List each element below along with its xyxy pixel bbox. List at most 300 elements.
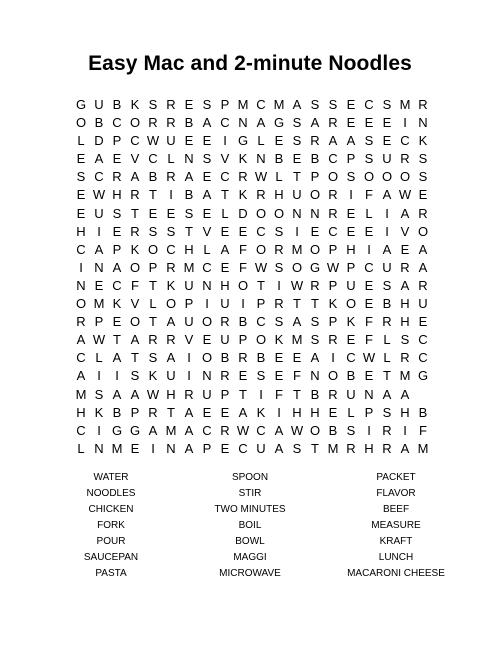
grid-letter: O [327,169,339,185]
grid-letter: O [255,205,267,221]
grid-letter: O [291,259,303,275]
grid-letter: E [382,133,392,149]
grid-letter: A [184,169,194,185]
word-list-item: SAUCEPAN [83,552,139,563]
grid-row [72,367,432,385]
grid-letter: K [274,332,284,348]
grid-letter: V [184,332,194,348]
grid-letter: I [97,422,101,438]
grid-letter: C [76,422,86,438]
word-list-row [0,550,500,566]
grid-letter: H [76,404,86,420]
grid-letter: E [310,223,320,239]
grid-letter: S [292,440,302,456]
grid-letter: U [382,259,392,275]
grid-letter: S [346,169,356,185]
grid-letter: O [345,296,357,312]
grid-letter: G [129,422,141,438]
grid-letter: S [292,115,302,131]
grid-letter: N [238,115,248,131]
grid-letter: I [367,241,371,257]
grid-letter: R [274,296,284,312]
grid-letter: B [238,314,248,330]
grid-letter: C [328,223,338,239]
grid-letter: E [364,277,374,293]
grid-letter: A [184,440,194,456]
grid-letter: U [382,151,392,167]
grid-letter: E [238,223,248,239]
grid-letter: O [363,169,375,185]
grid-letter: S [76,169,86,185]
grid-letter: E [202,205,212,221]
grid-letter: E [148,205,158,221]
grid-letter: O [201,350,213,366]
grid-letter: S [274,259,284,275]
grid-letter: M [399,368,411,384]
grid-letter: C [418,350,428,366]
grid-letter: R [130,223,140,239]
grid-letter: C [148,151,158,167]
grid-letter: P [130,404,140,420]
grid-letter: L [365,205,373,221]
grid-letter: G [273,115,285,131]
grid-letter: F [293,368,301,384]
grid-letter: R [166,169,176,185]
grid-letter: C [256,97,266,112]
grid-letter: A [148,422,158,438]
grid-letter: R [382,314,392,330]
grid-letter: A [184,422,194,438]
grid-row [72,440,432,458]
grid-letter: E [220,440,230,456]
grid-letter: B [346,368,356,384]
grid-letter: K [418,133,428,149]
grid-letter: K [166,277,176,293]
grid-letter: R [328,386,338,402]
word-list-item: PASTA [95,568,127,579]
grid-letter: C [202,259,212,275]
grid-letter: S [382,97,392,112]
grid-letter: M [291,332,303,348]
grid-letter: L [257,133,265,149]
grid-letter: A [400,386,410,402]
grid-letter: I [277,404,281,420]
grid-letter: F [365,314,373,330]
grid-letter: R [400,259,410,275]
grid-letter: N [184,151,194,167]
grid-letter: A [256,115,266,131]
word-list-item: MACARONI CHEESE [347,568,445,579]
word-list-row [0,566,500,582]
grid-letter: E [220,223,230,239]
grid-letter: T [113,332,121,348]
grid-row [72,132,432,150]
grid-row [72,404,432,422]
grid-letter: E [184,97,194,112]
grid-row [72,386,432,404]
grid-letter: M [183,259,195,275]
grid-letter: E [364,223,374,239]
grid-letter: U [220,332,230,348]
grid-letter: E [112,223,122,239]
grid-letter: B [184,187,194,203]
grid-letter: S [310,332,320,348]
grid-letter: U [166,368,176,384]
grid-letter: S [256,368,266,384]
word-list-row [0,486,500,502]
grid-letter: N [202,277,212,293]
grid-letter: A [274,440,284,456]
grid-letter: E [202,332,212,348]
grid-letter: P [238,332,248,348]
word-list-item: STIR [238,488,262,499]
grid-letter: O [273,205,285,221]
grid-letter: R [220,368,230,384]
grid-letter: R [166,115,176,131]
grid-letter: E [220,404,230,420]
grid-letter: K [346,314,356,330]
grid-letter: F [365,332,373,348]
grid-letter: O [381,169,393,185]
grid-letter: E [76,205,86,221]
word-list-item: WATER [93,472,129,483]
grid-letter: P [364,404,374,420]
grid-letter: I [223,133,227,149]
grid-letter: T [311,440,319,456]
grid-letter: U [184,314,194,330]
grid-letter: I [295,223,299,239]
grid-letter: K [130,97,140,112]
grid-letter: O [165,296,177,312]
grid-letter: I [367,422,371,438]
grid-letter: E [328,404,338,420]
word-list-row [0,534,500,550]
grid-letter: S [94,386,104,402]
grid-letter: A [238,404,248,420]
grid-letter: U [94,205,104,221]
grid-letter: S [382,277,392,293]
grid-row [72,331,432,349]
grid-letter: I [385,223,389,239]
grid-letter: R [418,97,428,112]
grid-letter: U [418,296,428,312]
grid-letter: R [148,332,158,348]
grid-letter: I [403,115,407,131]
grid-letter: T [293,296,301,312]
grid-letter: S [418,151,428,167]
grid-letter: I [79,259,83,275]
grid-letter: R [238,169,248,185]
grid-letter: W [254,259,268,275]
word-list-item: BEEF [382,504,410,515]
grid-letter: E [346,205,356,221]
grid-row [72,349,432,367]
grid-letter: R [400,350,410,366]
grid-letter: F [275,386,283,402]
grid-letter: D [238,205,248,221]
grid-letter: N [256,151,266,167]
grid-letter: C [328,151,338,167]
grid-letter: I [205,296,209,312]
grid-letter: A [166,350,176,366]
grid-letter: H [364,440,374,456]
grid-letter: L [95,350,103,366]
grid-letter: C [94,169,104,185]
grid-letter: P [328,314,338,330]
grid-letter: N [202,368,212,384]
grid-letter: R [400,151,410,167]
grid-letter: K [256,404,266,420]
grid-letter: A [130,332,140,348]
grid-letter: E [346,332,356,348]
grid-letter: F [239,259,247,275]
grid-letter: B [328,422,338,438]
grid-letter: A [274,422,284,438]
grid-letter: M [75,386,87,402]
grid-letter: S [310,314,320,330]
grid-letter: K [238,151,248,167]
grid-letter: C [238,440,248,456]
grid-letter: C [418,332,428,348]
grid-letter: W [236,422,250,438]
grid-letter: R [76,314,86,330]
grid-letter: N [94,440,104,456]
grid-row [72,186,432,204]
grid-letter: W [398,187,412,203]
grid-letter: I [187,350,191,366]
word-list-item: LUNCH [378,552,414,563]
grid-letter: H [400,296,410,312]
grid-letter: N [310,205,320,221]
grid-letter: P [328,277,338,293]
grid-letter: S [148,97,158,112]
grid-letter: H [310,404,320,420]
word-list-item: KRAFT [379,536,413,547]
grid-letter: B [382,296,392,312]
grid-letter: N [310,368,320,384]
grid-letter: B [418,404,428,420]
grid-letter: V [202,223,212,239]
grid-letter: C [364,259,374,275]
grid-letter: S [202,151,212,167]
grid-letter: M [399,97,411,112]
grid-letter: E [292,350,302,366]
grid-letter: W [146,386,160,402]
grid-letter: M [327,440,339,456]
grid-letter: P [220,386,230,402]
grid-letter: A [346,133,356,149]
grid-letter: E [202,404,212,420]
grid-letter: T [293,386,301,402]
grid-letter: U [94,97,104,112]
grid-letter: C [220,115,230,131]
grid-letter: O [237,277,249,293]
grid-letter: F [365,187,373,203]
grid-letter: A [130,169,140,185]
grid-letter: S [382,404,392,420]
grid-letter: A [382,241,392,257]
grid-letter: T [293,169,301,185]
grid-letter: U [346,277,356,293]
word-list-item: MAGGI [233,552,267,563]
grid-letter: T [167,404,175,420]
grid-letter: R [328,205,338,221]
grid-letter: R [166,97,176,112]
grid-letter: A [220,241,230,257]
grid-letter: H [400,314,410,330]
grid-letter: S [274,223,284,239]
grid-letter: A [76,368,86,384]
grid-letter: A [418,259,428,275]
grid-letter: O [399,169,411,185]
word-list-row [0,502,500,518]
grid-letter: T [131,350,139,366]
grid-letter: O [129,259,141,275]
grid-letter: O [129,115,141,131]
grid-letter: R [310,277,320,293]
grid-letter: T [257,277,265,293]
grid-letter: K [238,187,248,203]
grid-letter: R [256,187,266,203]
grid-letter: W [290,422,304,438]
word-list-item: NOODLES [86,488,136,499]
grid-letter: R [346,440,356,456]
grid-letter: V [220,151,230,167]
grid-letter: C [112,115,122,131]
grid-letter: R [310,133,320,149]
grid-letter: E [238,368,248,384]
grid-letter: S [310,97,320,112]
grid-letter: G [309,259,321,275]
grid-letter: S [274,314,284,330]
word-list-item: BOIL [238,520,262,531]
grid-letter: O [75,115,87,131]
grid-letter: R [382,440,392,456]
word-list-item: FLAVOR [376,488,416,499]
grid-letter: I [241,296,245,312]
grid-letter: E [274,133,284,149]
grid-letter: A [292,97,302,112]
grid-letter: U [184,277,194,293]
grid-letter: R [274,241,284,257]
grid-letter: I [97,223,101,239]
grid-letter: L [383,350,391,366]
grid-letter: L [149,296,157,312]
grid-letter: H [112,187,122,203]
grid-letter: W [92,187,106,203]
grid-letter: C [400,133,410,149]
grid-letter: R [166,259,176,275]
grid-letter: O [327,368,339,384]
grid-letter: P [148,259,158,275]
word-list-item: FORK [97,520,125,531]
grid-letter: G [111,422,123,438]
grid-letter: E [364,115,374,131]
grid-row [72,168,432,186]
grid-letter: P [112,133,122,149]
grid-letter: C [220,169,230,185]
grid-letter: M [111,440,123,456]
grid-letter: E [364,368,374,384]
word-list-item: SPOON [231,472,269,483]
grid-letter: E [274,350,284,366]
grid-letter: U [256,440,266,456]
grid-letter: M [291,241,303,257]
grid-letter: O [417,223,429,239]
grid-letter: A [166,314,176,330]
grid-letter: K [94,404,104,420]
grid-letter: E [292,151,302,167]
grid-letter: P [220,97,230,112]
grid-letter: S [292,133,302,149]
word-list-item: TWO MINUTES [214,504,286,515]
grid-row [72,259,432,277]
grid-letter: C [130,133,140,149]
grid-letter: R [220,422,230,438]
word-list-item: PACKET [376,472,416,483]
grid-letter: I [187,368,191,384]
grid-letter: R [184,386,194,402]
grid-letter: D [94,133,104,149]
grid-letter: C [76,350,86,366]
grid-letter: E [364,296,374,312]
grid-letter: W [146,133,160,149]
grid-letter: U [346,386,356,402]
grid-letter: R [382,422,392,438]
grid-letter: T [383,368,391,384]
grid-letter: S [202,97,212,112]
grid-letter: K [328,296,338,312]
grid-letter: M [237,97,249,112]
grid-letter: A [112,386,122,402]
grid-letter: A [418,241,428,257]
grid-letter: C [256,314,266,330]
grid-letter: U [292,187,302,203]
grid-letter: E [418,314,428,330]
grid-letter: N [94,259,104,275]
grid-letter: S [364,151,374,167]
grid-letter: B [112,97,122,112]
grid-letter: R [148,404,158,420]
grid-letter: L [77,440,85,456]
grid-letter: A [382,386,392,402]
grid-letter: A [76,332,86,348]
grid-letter: P [310,169,320,185]
grid-letter: S [418,169,428,185]
grid-letter: G [417,368,429,384]
grid-letter: B [184,115,194,131]
grid-letter: O [309,187,321,203]
grid-row [72,114,432,132]
word-list-item: POUR [96,536,126,547]
grid-letter: O [147,241,159,257]
grid-letter: I [151,440,155,456]
grid-letter: G [75,97,87,112]
grid-letter: R [328,115,338,131]
grid-letter: C [166,241,176,257]
grid-letter: S [148,223,158,239]
grid-letter: U [202,386,212,402]
grid-letter: T [185,223,193,239]
grid-row [72,96,432,114]
grid-letter: N [166,440,176,456]
grid-letter: V [130,296,140,312]
grid-letter: A [112,259,122,275]
grid-letter: P [112,241,122,257]
grid-row [72,150,432,168]
grid-letter: O [255,332,267,348]
grid-letter: W [254,169,268,185]
